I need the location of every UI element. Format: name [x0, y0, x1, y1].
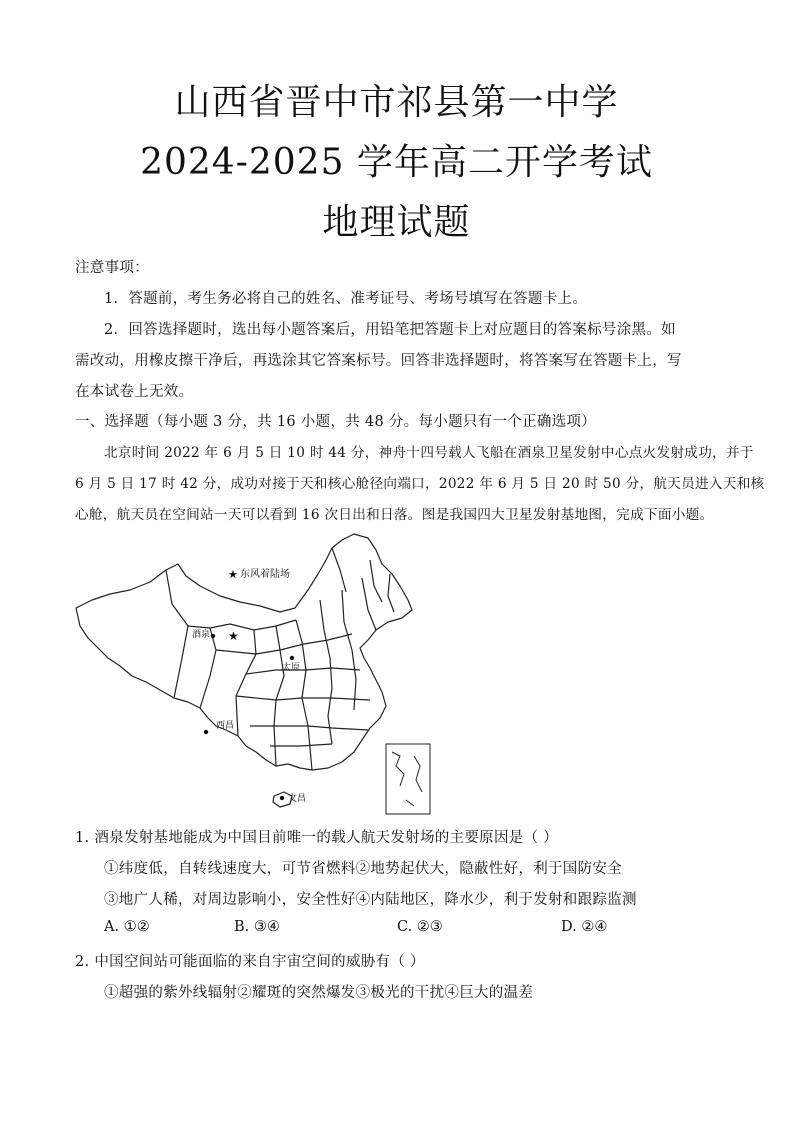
intro-line-1: 北京时间 2022 年 6 月 5 日 10 时 44 分，神舟十四号载人飞船在酒泉卫星发射中心点火发射成功，并于 [104, 445, 754, 461]
wenchang-dot [280, 796, 284, 800]
notice-item-1: 1．答题前，考生务必将自己的姓名、准考证号、考场号填写在答题卡上。 [104, 291, 588, 307]
dongfeng-star-icon: ★ [228, 568, 238, 581]
label-taiyuan: 太原 [282, 663, 301, 673]
school-title: 山西省晋中市祁县第一中学 [174, 82, 619, 123]
q2-line-1: ①超强的紫外线辐射②耀斑的突然爆发③极光的干扰④巨大的温差 [104, 985, 534, 1001]
intro-line-2: 6 月 5 日 17 时 42 分，成功对接于天和核心舱径向端口，2022 年 6 月 5 日 20 时 50 分，航天员进入天和核 [75, 476, 765, 492]
q1-option-b[interactable]: B. ③④ [234, 919, 280, 935]
q1-line-2: ③地广人稀，对周边影响小，安全性好④内陆地区，降水少，利于发射和跟踪监测 [104, 892, 637, 908]
exam-title: 2024-2025 学年高二开学考试 [140, 142, 653, 183]
notice-item-2-line-2: 需改动，用橡皮擦干净后，再选涂其它答案标号。回答非选择题时，将答案写在答题卡上，写 [75, 353, 682, 369]
notice-heading: 注意事项： [75, 260, 149, 276]
q2-stem: 2. 中国空间站可能面临的来自宇宙空间的威胁有（ ） [75, 954, 425, 970]
label-wenchang: 文昌 [288, 794, 307, 804]
jiuquan-star-icon: ★ [228, 629, 239, 643]
south-china-sea-inset [386, 744, 430, 814]
label-jiuquan: 酒泉 [192, 630, 211, 640]
q1-option-a[interactable]: A. ①② [104, 919, 150, 935]
notice-item-2-line-1: 2．回答选择题时，选出每小题答案后，用铅笔把答题卡上对应题目的答案标号涂黑。如 [104, 322, 676, 338]
section-heading: 一、选择题（每小题 3 分，共 16 小题，共 48 分。每小题只有一个正确选项） [75, 414, 597, 430]
notice-item-2-line-3: 在本试卷上无效。 [75, 384, 194, 400]
subject-title: 地理试题 [322, 202, 471, 243]
xichang-dot [204, 730, 208, 734]
q1-option-d[interactable]: D. ②④ [561, 919, 608, 935]
label-dongfeng: 东风着陆场 [240, 569, 290, 580]
q1-line-1: ①纬度低，自转线速度大，可节省燃料②地势起伏大，隐蔽性好，利于国防安全 [104, 861, 622, 877]
intro-line-3: 心舱，航天员在空间站一天可以看到 16 次日出和日落。图是我国四大卫星发射基地图，完成下面小题。 [75, 507, 714, 523]
china-launch-base-map [70, 530, 440, 820]
q1-stem: 1. 酒泉发射基地能成为中国目前唯一的载人航天发射场的主要原因是（ ） [75, 830, 559, 846]
label-xichang: 西昌 [216, 721, 235, 731]
jiuquan-dot [211, 634, 215, 638]
q1-option-c[interactable]: C. ②③ [397, 919, 443, 935]
taiyuan-dot [290, 656, 294, 660]
